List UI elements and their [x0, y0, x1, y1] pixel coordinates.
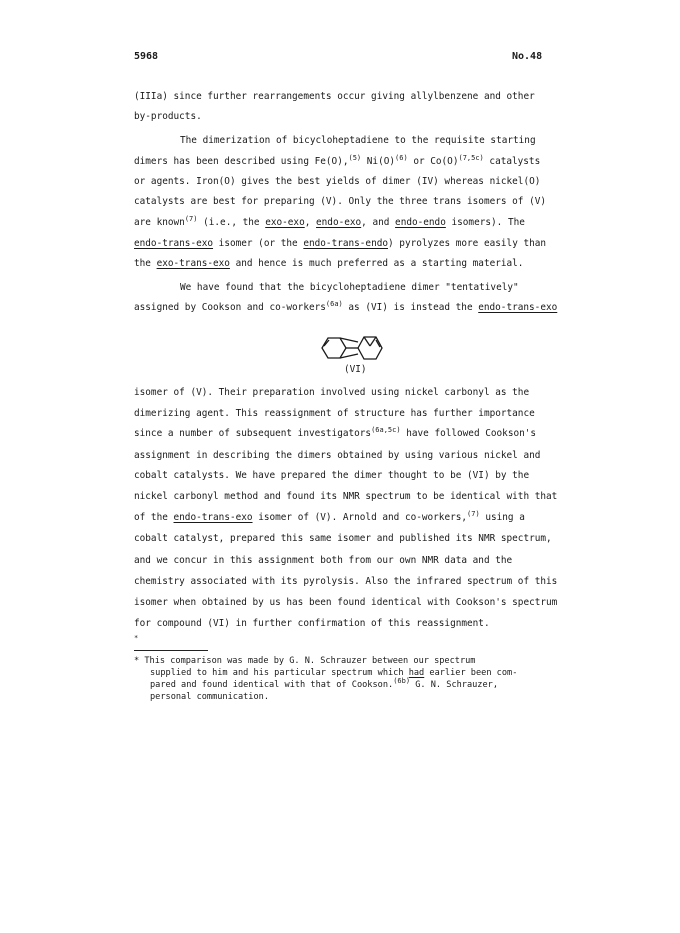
body-line-17: nickel carbonyl method and found its NMR spectrum to be identical with that [134, 491, 558, 502]
body-line-5: or agents. Iron(O) gives the best yields of dimer (IV) whereas nickel(O) [134, 176, 541, 187]
methylene-bridge-2 [370, 337, 376, 346]
body-line-24: * [134, 634, 139, 642]
footnote-line-2: supplied to him and his particular spectrum which had earlier been com- [150, 668, 518, 678]
left-ring [322, 338, 346, 358]
body-line-12: isomer of (V). Their preparation involved using nickel carbonyl as the [134, 387, 530, 398]
body-line-18: of the endo-trans-exo isomer of (V). Arnold and co-workers,$^{(7)}$ using a [134, 510, 525, 523]
footnote-line-3: pared and found identical with that of Cookson.$^{(6b)}$ G. N. Schrauzer, [150, 677, 499, 690]
body-line-14: since a number of subsequent investigators$^{(6a,5c)}$ have followed Cookson's [134, 426, 537, 439]
body-line-6: catalysts are best for preparing (V). Only the three trans isomers of (V) [134, 196, 547, 207]
body-line-19: cobalt catalyst, prepared this same isomer and published its NMR spectrum, [134, 533, 552, 544]
body-line-7: are known$^{(7)}$ (i.e., the exo-exo, endo-exo, and endo-endo isomers). The [134, 215, 525, 228]
figure-label: (VI) [344, 364, 367, 375]
bicycloheptadiene-dimer-structure [318, 332, 386, 364]
body-line-8: endo-trans-exo isomer (or the endo-trans-endo) pyrolyzes more easily than [134, 238, 547, 249]
right-ring [358, 337, 382, 359]
body-line-20: and we concur in this assignment both from our own NMR data and the [134, 555, 513, 566]
page-number: 5968 [134, 51, 159, 62]
body-line-3: The dimerization of bicycloheptadiene to the requisite starting [180, 135, 536, 146]
footnote-line-4: personal communication. [150, 692, 269, 702]
body-line-16: cobalt catalysts. We have prepared the dimer thought to be (VI) by the [134, 470, 530, 481]
body-line-10: We have found that the bicycloheptadiene dimer "tentatively" [180, 282, 519, 293]
footnote-rule [134, 650, 208, 651]
body-line-23: for compound (VI) in further confirmation of this reassignment. [134, 618, 490, 629]
body-line-11: assigned by Cookson and co-workers$^{(6a)}$ as (VI) is instead the endo-trans-exo [134, 300, 558, 313]
body-line-21: chemistry associated with its pyrolysis. Also the infrared spectrum of this [134, 576, 558, 587]
body-line-15: assignment in describing the dimers obtained by using various nickel and [134, 450, 541, 461]
body-line-4: dimers has been described using Fe(O),$^{(5)}$ $Ni(O)^{(6)}$ or $Co(O)^{(7,5c)}$ catalysts [134, 154, 541, 167]
body-line-22: isomer when obtained by us has been found identical with Cookson's spectrum [134, 597, 558, 608]
body-line-13: dimerizing agent. This reassignment of structure has further importance [134, 408, 535, 419]
body-line-1: (IIIa) since further rearrangements occur giving allylbenzene and other [134, 91, 535, 102]
footnote-line-1: * This comparison was made by G. N. Schrauzer between our spectrum [134, 656, 476, 666]
body-line-2: by-products. [134, 111, 202, 122]
issue-number: No.48 [512, 51, 543, 62]
body-line-9: the exo-trans-exo and hence is much preferred as a starting material. [134, 258, 524, 269]
methylene-bridge [364, 337, 370, 346]
